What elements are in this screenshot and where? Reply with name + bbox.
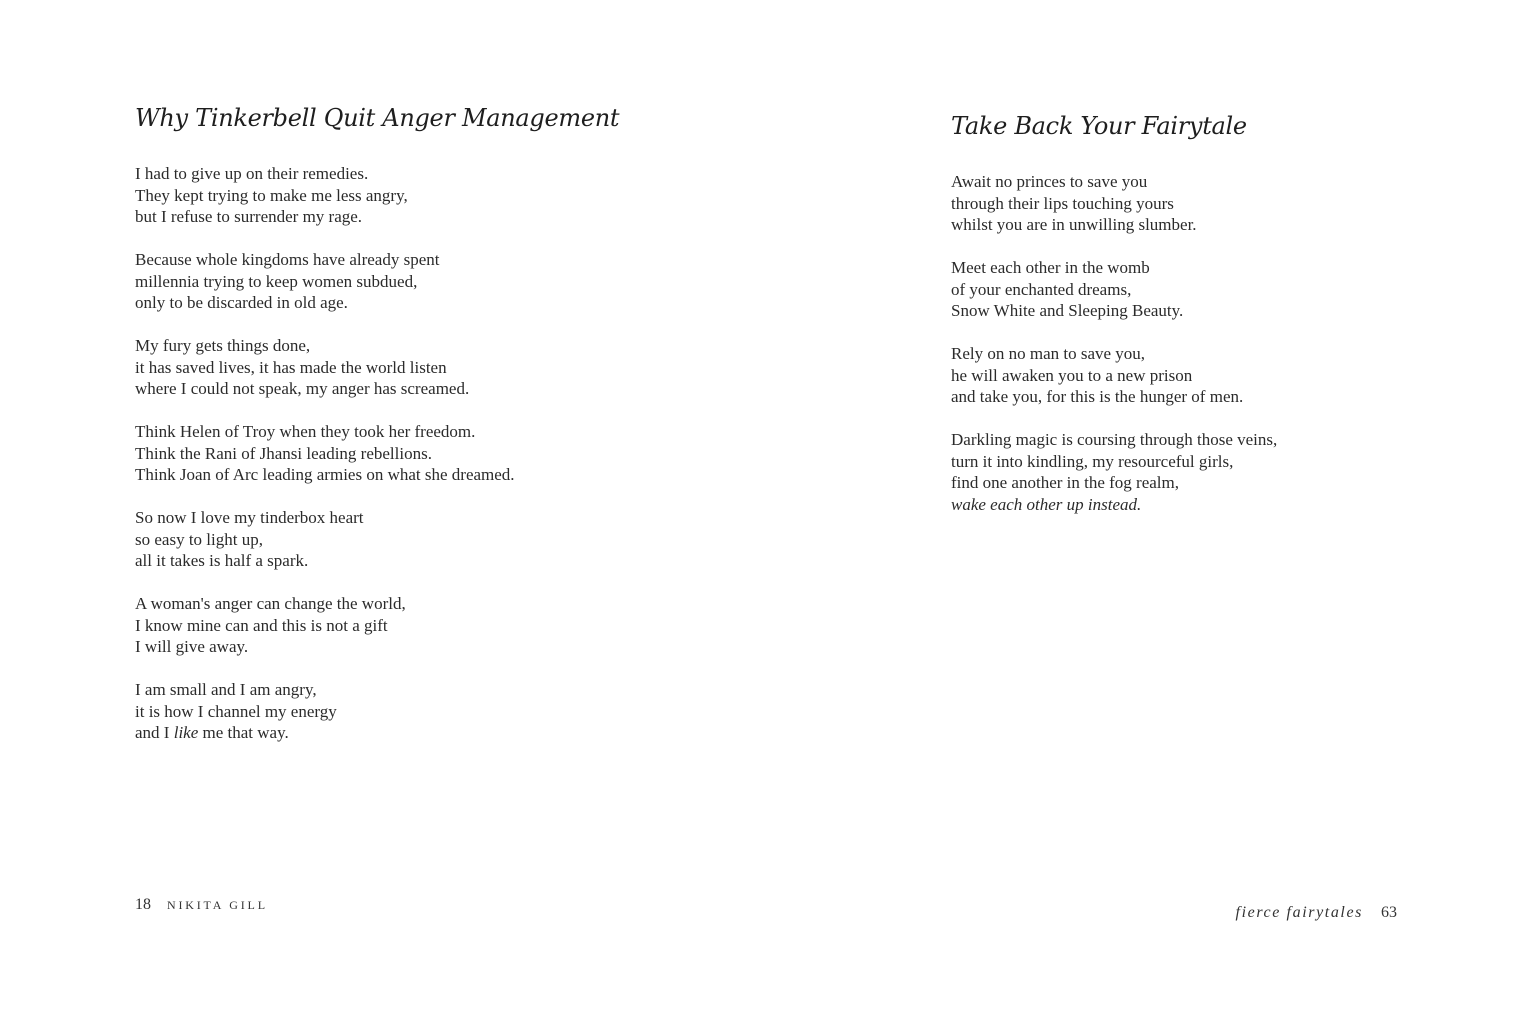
page-number: 63 — [1381, 904, 1397, 921]
line-text: and I — [135, 723, 174, 742]
stanza — [135, 335, 619, 400]
poem-line: I am small and I am angry, — [135, 680, 317, 699]
poem-line: I had to give up on their remedies. — [135, 164, 369, 183]
poem-line: it has saved lives, it has made the world listen — [135, 357, 447, 377]
right-page — [764, 0, 1529, 1033]
poem-line: where I could not speak, my anger has screamed. — [135, 379, 470, 398]
poem-line: but I refuse to surrender my rage. — [135, 207, 363, 226]
poem-line: Rely on no man to save you, — [951, 344, 1146, 363]
poem-line: Think Helen of Troy when they took her freedom. — [135, 422, 476, 441]
page-number: 18 — [135, 896, 151, 913]
poem-line: Snow White and Sleeping Beauty. — [951, 301, 1184, 320]
stanza — [951, 171, 1277, 236]
poem-line: Think Joan of Arc leading armies on what she dreamed. — [135, 465, 515, 484]
poem-line: millennia trying to keep women subdued, — [135, 271, 418, 291]
emphasized-word: like — [173, 723, 199, 742]
stanza — [135, 249, 619, 314]
author-name: NIKITA GILL — [167, 898, 268, 912]
poem-line: My fury gets things done, — [135, 336, 311, 355]
stanza — [951, 257, 1277, 322]
poem-line: Because whole kingdoms have already spent — [135, 250, 440, 269]
poem-line-final — [135, 722, 619, 744]
poem-line: it is how I channel my energy — [135, 701, 337, 721]
poem-line-final: wake each other up instead. — [951, 494, 1142, 514]
line-text: me that way. — [198, 723, 289, 742]
poem-line: find one another in the fog realm, — [951, 473, 1180, 492]
poem-tinkerbell — [135, 104, 619, 765]
poem-title: Why Tinkerbell Quit Anger Management — [135, 104, 620, 132]
stanza — [135, 507, 619, 572]
right-page-footer — [1236, 904, 1397, 922]
stanza — [951, 343, 1277, 408]
poem-line: turn it into kindling, my resourceful girls, — [951, 451, 1234, 471]
poem-line: I know mine can and this is not a gift — [135, 615, 388, 635]
poem-title: Take Back Your Fairytale — [951, 112, 1247, 140]
poem-line: of your enchanted dreams, — [951, 279, 1132, 299]
poem-line: and take you, for this is the hunger of men. — [951, 387, 1244, 406]
poem-line: A woman's anger can change the world, — [135, 594, 406, 613]
poem-line: whilst you are in unwilling slumber. — [951, 215, 1197, 234]
left-page — [0, 0, 764, 1033]
poem-line: Darkling magic is coursing through those veins, — [951, 430, 1278, 449]
poem-line: They kept trying to make me less angry, — [135, 185, 408, 205]
stanza — [135, 679, 619, 744]
poem-line: so easy to light up, — [135, 529, 263, 549]
poem-line: So now I love my tinderbox heart — [135, 508, 364, 527]
stanza — [951, 429, 1277, 515]
stanza — [135, 421, 619, 486]
poem-line: he will awaken you to a new prison — [951, 365, 1193, 385]
poem-line: only to be discarded in old age. — [135, 293, 348, 312]
poem-fairytale — [951, 112, 1277, 537]
stanza — [135, 593, 619, 658]
poem-line: I will give away. — [135, 637, 249, 656]
poem-line: Meet each other in the womb — [951, 258, 1150, 277]
poem-line: Think the Rani of Jhansi leading rebellions. — [135, 443, 432, 463]
stanza — [135, 163, 619, 228]
left-page-footer — [135, 896, 268, 914]
poem-line: through their lips touching yours — [951, 193, 1174, 213]
book-title: fierce fairytales — [1235, 904, 1363, 921]
poem-line: Await no princes to save you — [951, 172, 1148, 191]
poem-line: all it takes is half a spark. — [135, 551, 309, 570]
